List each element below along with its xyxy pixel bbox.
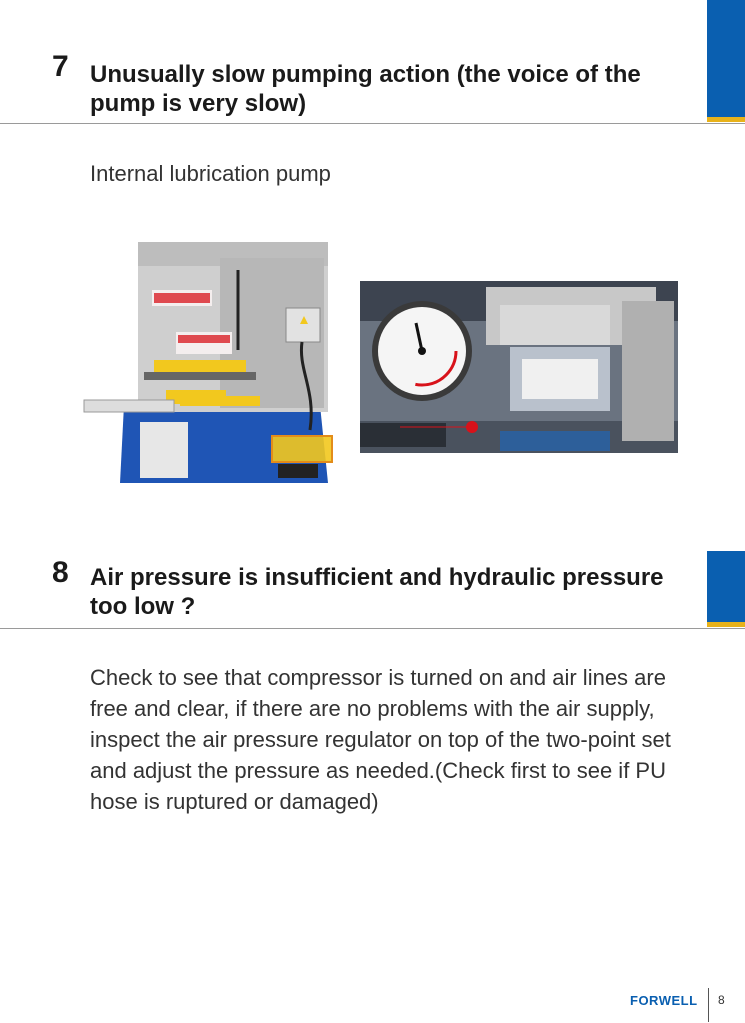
section-7-title: Unusually slow pumping action (the voice of the pump is very slow) bbox=[90, 61, 641, 117]
footer-brand-logo: FORWELL bbox=[630, 993, 698, 1008]
pump-closeup-photo bbox=[360, 281, 678, 453]
section-8-number: 8 bbox=[52, 556, 69, 589]
section-7-body: Internal lubrication pump bbox=[90, 161, 331, 186]
machine-photo bbox=[80, 240, 342, 483]
section-8-title: Air pressure is insufficient and hydraulic pressure too low ? bbox=[90, 564, 664, 620]
section-7-divider bbox=[0, 123, 745, 124]
section-8-divider bbox=[0, 628, 745, 629]
section-8-body: Check to see that compressor is turned on and air lines are free and clear, if there are no problems with the air supply, inspect the air pressure regulator on top of the two-point set and adjust the pressure as needed.(Check first to see if PU hose is ruptured or damaged) bbox=[90, 665, 671, 814]
section-7-side-tab bbox=[707, 0, 745, 122]
section-8-side-tab bbox=[707, 551, 745, 627]
footer-separator bbox=[708, 988, 709, 1022]
page-number: 8 bbox=[718, 993, 725, 1007]
section-7-number: 7 bbox=[52, 50, 69, 83]
